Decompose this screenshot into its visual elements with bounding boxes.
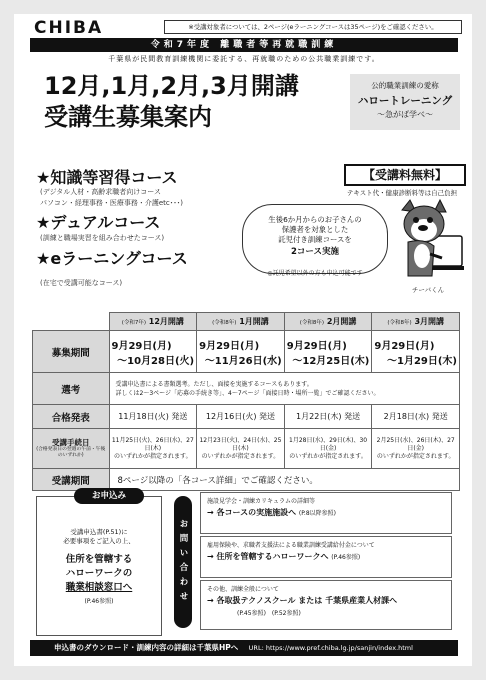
childcare-bubble [242, 204, 388, 274]
hellowork-name: ハロートレーニング [357, 95, 453, 107]
footer-url[interactable]: URL: https://www.pref.chiba.lg.jp/sanjin/index.html [248, 644, 413, 652]
childcare-line-2: 保護者を対象とした [281, 225, 349, 234]
program-band: 令和7年度 離職者等再就職訓練 [30, 38, 458, 52]
footer-text: 申込書のダウンロード・訓練内容の詳細は千葉県HPへ [54, 643, 239, 652]
headline-months: 12月,1月,2月,3月開講 [44, 72, 299, 100]
period-cell: 9月29日(月) ～11月26日(水) [197, 331, 285, 373]
selection-cell: 受講申込書による書類選考。ただし、面接を実施するコースもあります。 詳しくは2～3ページ「応募の手続き等」、4～7ページ「面接日時・場所一覧」でご確認ください。 [109, 373, 460, 405]
row-header-period: 募集期間 [33, 331, 110, 373]
inquiry-item: 雇用保険や、求職者支援法による職業訓練受講給付金について → 住所を管轄するハローワークへ (P.46参照) [200, 536, 452, 578]
result-cell: 12月16日(火) 発送 [197, 405, 285, 429]
row-header-term: 受講期間 [33, 469, 110, 491]
course-desc-knowledge-1: (デジタル人材・高齢求職者向けコース [40, 188, 161, 196]
col-header-jan: (令和8年) 1月開講 [197, 313, 285, 331]
apply-bold-1: 住所を管轄する [65, 554, 133, 565]
apply-box [36, 496, 162, 636]
childcare-note: ◎託児希望以外の方も申込可能です [267, 270, 363, 277]
row-header-exam: 受講手続日 (合格発表日の翌週の午前・午後のいずれか) [33, 429, 110, 469]
result-cell: 2月18日(水) 発送 [372, 405, 460, 429]
mascot-name: チーバくん [411, 286, 445, 294]
result-cell: 1月22日(木) 発送 [284, 405, 372, 429]
exam-cell: 2月25日(水)、26日(木)、27日(金) のいずれかが指定されます。 [372, 429, 460, 469]
result-cell: 11月18日(火) 発送 [109, 405, 197, 429]
schedule-table [32, 312, 460, 491]
hellowork-slogan: ～急がば学べ～ [377, 110, 433, 119]
inquiry-item: 施設見学会・訓練カリキュラムの詳細等 → 各コースの実施施設へ (P.8以降参照) [200, 492, 452, 534]
eligibility-note: ※受講対象者については、2ページ(eラーニングコースは35ページ)をご確認ください。 [164, 20, 462, 34]
course-desc-elearning: (在宅で受講可能なコース) [40, 279, 123, 287]
apply-label: お申込み [74, 488, 144, 504]
col-header-mar: (令和8年) 3月開講 [372, 313, 460, 331]
chiba-logo: CHIBA [34, 18, 104, 38]
childcare-line-1: 生後6か月からのお子さんの [268, 215, 362, 224]
course-title-knowledge: ★知識等習得コース [36, 168, 178, 187]
col-header-feb: (令和8年) 2月開講 [284, 313, 372, 331]
hellowork-caption: 公的職業訓練の愛称 [371, 81, 439, 90]
free-tuition-badge: 【受講料無料】 [344, 164, 466, 186]
childcare-line-3: 託児付き訓練コースを [278, 235, 352, 244]
exam-cell: 11月25日(火)、26日(水)、27日(木) のいずれかが指定されます。 [109, 429, 197, 469]
period-cell: 9月29日(月) ～1月29日(木) [372, 331, 460, 373]
schedule-corner [33, 313, 110, 331]
col-header-dec: (令和7年) 12月開講 [109, 313, 197, 331]
course-title-elearning: ★eラーニングコース [36, 249, 188, 268]
hellowork-box [350, 74, 460, 130]
course-title-dual: ★デュアルコース [36, 213, 161, 232]
mascot-illustration [394, 196, 464, 284]
footer-bar [30, 640, 458, 656]
apply-line-1: 受講申込書(P.51)に [70, 528, 128, 536]
flyer-page [14, 14, 472, 666]
inquiry-label: お問い合わせ [174, 496, 192, 628]
childcare-count: 2コース実施 [291, 247, 339, 257]
exam-cell: 1月28日(水)、29日(木)、30日(金) のいずれかが指定されます。 [284, 429, 372, 469]
inquiry-item: その他、訓練全般について → 各取扱テクノスクール または 千葉県産業人材課へ (P.45参照) (P.52参照) [200, 580, 452, 630]
exam-cell: 12月23日(火)、24日(水)、25日(木) のいずれかが指定されます。 [197, 429, 285, 469]
fee-note: テキスト代・健康診断料等は自己負担 [346, 189, 458, 197]
period-cell: 9月29日(月) ～12月25日(木) [284, 331, 372, 373]
course-desc-dual: (訓練と職場実習を組み合わせたコース) [40, 234, 165, 242]
term-cell: 8ページ以降の「各コース詳細」でご確認ください。 [109, 469, 460, 491]
row-header-result: 合格発表 [33, 405, 110, 429]
headline-recruit: 受講生募集案内 [44, 103, 212, 131]
apply-ref: (P.46参照) [84, 598, 114, 605]
period-cell: 9月29日(月) ～10月28日(火) [109, 331, 197, 373]
apply-bold-3: 職業相談窓口へ [65, 582, 133, 593]
row-header-selection: 選考 [33, 373, 110, 405]
apply-bold-2: ハローワークの [65, 568, 133, 579]
apply-line-2: 必要事項をご記入の上、 [63, 537, 135, 545]
program-subtitle: 千葉県が民間教育訓練機関に委託する、再就職のための公共職業訓練です。 [108, 55, 380, 63]
course-desc-knowledge-2: パソコン・経理事務・医療事務・介護etc･･･) [40, 199, 183, 207]
